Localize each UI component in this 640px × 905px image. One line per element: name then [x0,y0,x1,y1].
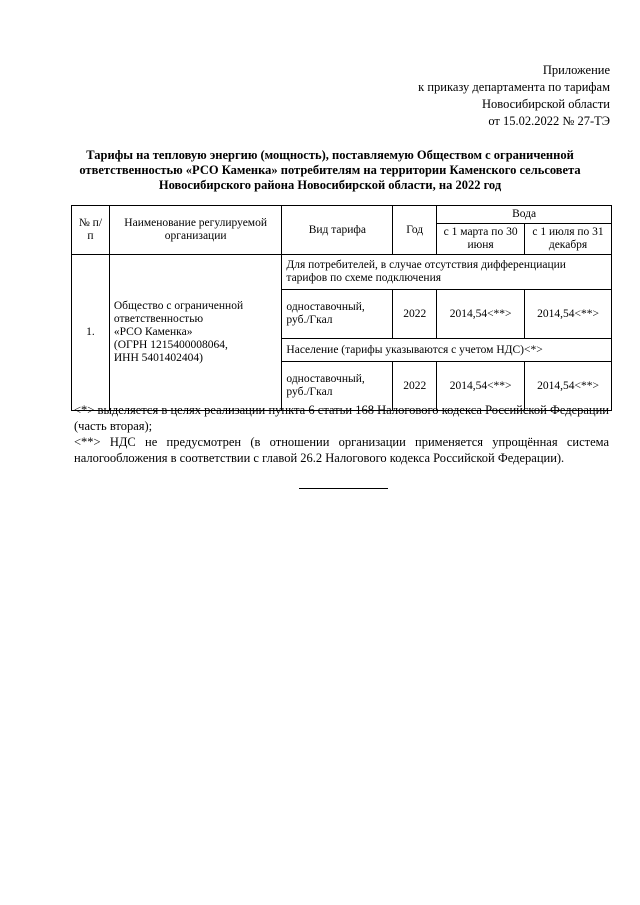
org-line-3: (ОГРН 1215400008064, [113,339,228,351]
footnote-2: <**> НДС не предусмотрен (в отношении организации применяется упрощённая система налогообложения в соответствии с главой 26.2 Налогового кодекса Российской Федерации). [74,435,609,465]
row-org [109,255,282,411]
tariff-table [71,205,612,411]
document-title [60,148,600,193]
header-water: Вода [437,206,612,224]
header-period-2: с 1 июля по 31 декабря [525,224,612,255]
end-separator-line [299,488,388,489]
row-num: 1. [72,255,110,411]
org-line-1: Общество с ограниченной ответственностью [113,300,244,325]
group1-tariff-type: одноставочный, руб./Гкал [282,290,393,339]
header-period-1: с 1 марта по 30 июня [437,224,525,255]
header-num: № п/п [72,206,110,255]
group-label-2: Население (тарифы указываются с учетом НДС)<*> [282,339,612,362]
appendix-line-3: Новосибирской области [481,97,610,111]
footnotes [74,402,609,466]
header-year: Год [393,206,437,255]
group-label-1: Для потребителей, в случае отсутствия дифференциации тарифов по схеме подключения [282,255,612,290]
group2-tariff-type: одноставочный, руб./Гкал [282,362,393,411]
appendix-line-4: от 15.02.2022 № 27-ТЭ [488,114,610,128]
title-line-1: Тарифы на тепловую энергию (мощность), поставляемую Обществом с ограниченной [86,148,574,162]
table-header-row [72,206,612,224]
header-org: Наименование регулируемой организации [109,206,282,255]
group1-value-1: 2014,54<**> [437,290,525,339]
org-line-4: ИНН 5401402404) [113,352,203,364]
group2-year: 2022 [393,362,437,411]
group1-year: 2022 [393,290,437,339]
appendix-line-2: к приказу департамента по тарифам [418,80,610,94]
org-line-2: «РСО Каменка» [113,326,193,338]
group2-value-1: 2014,54<**> [437,362,525,411]
title-line-2: ответственностью «РСО Каменка» потребителям на территории Каменского сельсовета [79,163,581,177]
table-row [72,255,612,290]
footnote-1: <*> выделяется в целях реализации пункта 6 статьи 168 Налогового кодекса Российской Федерации (часть вторая); [74,403,609,433]
group2-value-2: 2014,54<**> [525,362,612,411]
appendix-header [418,62,610,130]
group1-value-2: 2014,54<**> [525,290,612,339]
title-line-3: Новосибирского района Новосибирской области, на 2022 год [158,178,502,192]
appendix-line-1: Приложение [542,63,610,77]
header-tariff-type: Вид тарифа [282,206,393,255]
